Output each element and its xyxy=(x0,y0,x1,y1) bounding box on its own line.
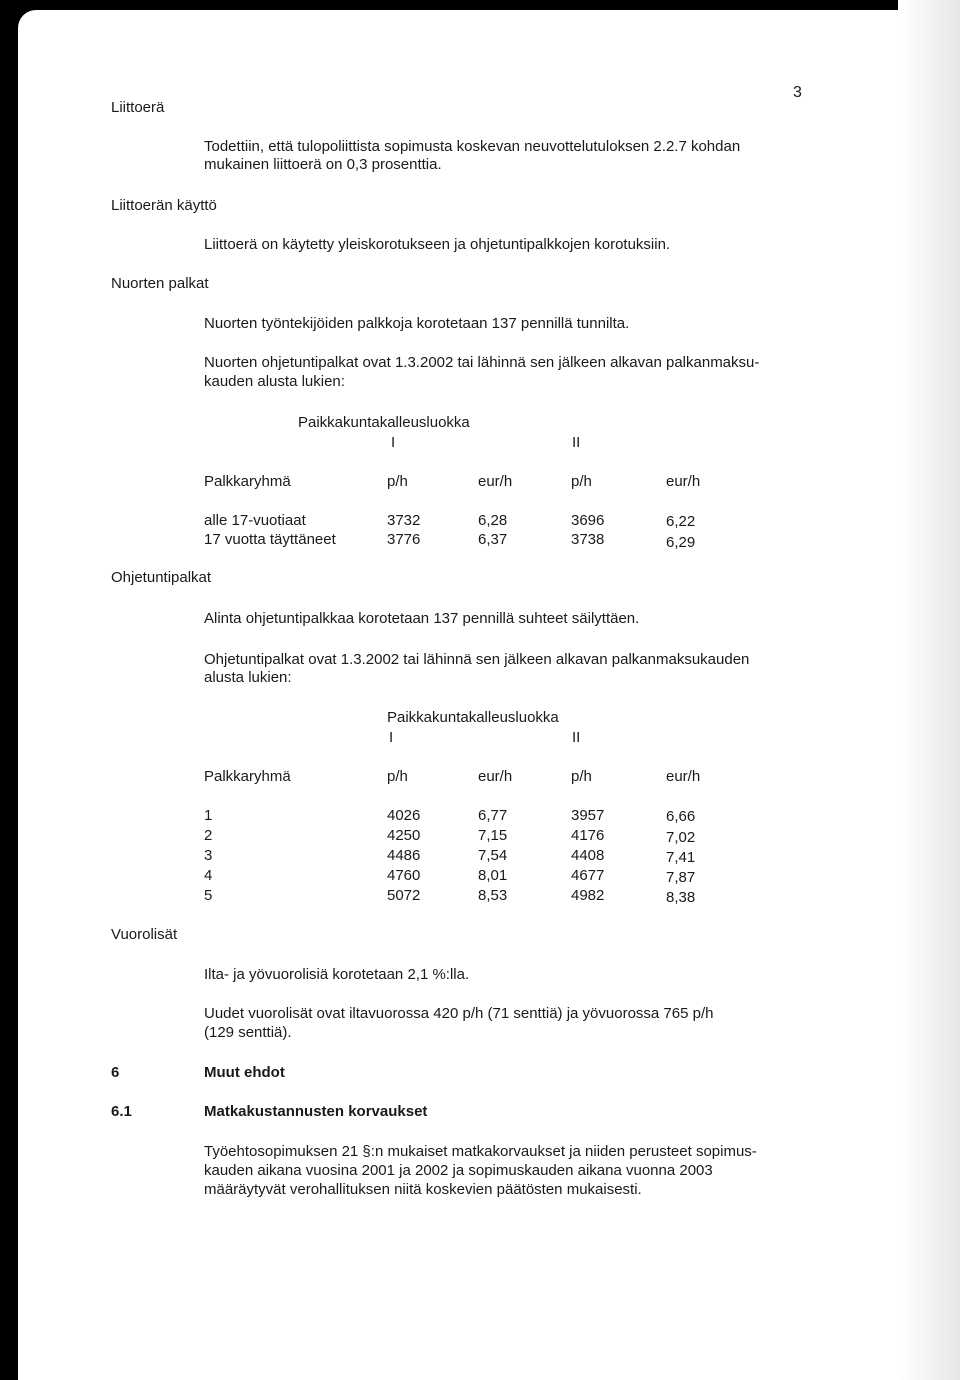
paragraph-vuoro-2-line-2: (129 senttiä). xyxy=(204,1024,292,1041)
table-hourly-class-ii: II xyxy=(572,729,581,746)
section-6-heading: Muut ehdot xyxy=(204,1064,285,1081)
paragraph-nuorten-korotus: Nuorten työntekijöiden palkkoja korotetaan 137 pennillä tunnilta. xyxy=(204,315,630,332)
table-hourly-row-cell: 6,66 xyxy=(666,808,696,825)
table-hourly-row-cell: 4408 xyxy=(571,847,605,864)
table-hourly-row-cell: 4250 xyxy=(387,827,421,844)
table-hourly-row-cell: 2 xyxy=(204,827,213,844)
table-hourly-row-cell: 4026 xyxy=(387,807,421,824)
table-hourly-row-cell: 4982 xyxy=(571,887,605,904)
margin-label-nuorten-palkat: Nuorten palkat xyxy=(111,275,209,292)
table-hourly-class-i: I xyxy=(389,729,394,746)
margin-label-liittoeran-kaytto: Liittoerän käyttö xyxy=(111,197,217,214)
table-youth-row-cell: 3732 xyxy=(387,512,421,529)
table-youth-header-eurh-ii: eur/h xyxy=(666,473,701,490)
table-hourly-header-ph-ii: p/h xyxy=(571,768,592,785)
table-hourly-row-cell: 4176 xyxy=(571,827,605,844)
table-hourly-title: Paikkakuntakalleusluokka xyxy=(387,709,559,726)
page-number: 3 xyxy=(793,84,802,101)
table-youth-header-group: Palkkaryhmä xyxy=(204,473,291,490)
table-hourly-header-eurh-i: eur/h xyxy=(478,768,513,785)
table-youth-row-cell: 3738 xyxy=(571,531,605,548)
table-hourly-header-group: Palkkaryhmä xyxy=(204,768,291,785)
table-youth-row-cell: 6,29 xyxy=(666,534,696,551)
paragraph-matka-line-3: määräytyvät verohallituksen niitä koskevien päätösten mukaisesti. xyxy=(204,1181,642,1198)
paragraph-nuorten-ovat-line-2: kauden alusta lukien: xyxy=(204,373,345,390)
table-hourly-row-cell: 4760 xyxy=(387,867,421,884)
table-youth-header-eurh-i: eur/h xyxy=(478,473,513,490)
table-hourly-row-cell: 4677 xyxy=(571,867,605,884)
table-hourly-row-cell: 5 xyxy=(204,887,213,904)
paragraph-liittoera-line-1: Todettiin, että tulopoliittista sopimusta koskevan neuvottelutuloksen 2.2.7 kohdan xyxy=(204,138,741,155)
scan-edge xyxy=(898,0,960,1380)
table-youth-title: Paikkakuntakalleusluokka xyxy=(298,414,470,431)
table-hourly-row-cell: 3957 xyxy=(571,807,605,824)
paragraph-kaytto: Liittoerä on käytetty yleiskorotukseen ja ohjetuntipalkkojen korotuksiin. xyxy=(204,236,671,253)
section-6-1-heading: Matkakustannusten korvaukset xyxy=(204,1103,428,1120)
table-hourly-row-cell: 5072 xyxy=(387,887,421,904)
table-youth-row-cell: 3696 xyxy=(571,512,605,529)
margin-label-liittoera: Liittoerä xyxy=(111,99,165,116)
margin-label-vuorolisat: Vuorolisät xyxy=(111,926,178,943)
table-hourly-row-cell: 7,41 xyxy=(666,849,696,866)
table-youth-row-cell: 3776 xyxy=(387,531,421,548)
paragraph-ohje-ovat-line-1: Ohjetuntipalkat ovat 1.3.2002 tai lähinnä sen jälkeen alkavan palkanmaksukauden xyxy=(204,651,750,668)
table-hourly-header-eurh-ii: eur/h xyxy=(666,768,701,785)
margin-label-ohjetuntipalkat: Ohjetuntipalkat xyxy=(111,569,212,586)
paragraph-liittoera-line-2: mukainen liittoerä on 0,3 prosenttia. xyxy=(204,156,442,173)
table-youth-row-cell: alle 17-vuotiaat xyxy=(204,512,306,529)
table-hourly-row-cell: 7,54 xyxy=(478,847,508,864)
table-youth-row-cell: 6,37 xyxy=(478,531,508,548)
table-hourly-row-cell: 8,38 xyxy=(666,889,696,906)
table-hourly-row-cell: 4 xyxy=(204,867,213,884)
section-6-number: 6 xyxy=(111,1064,120,1081)
paragraph-nuorten-ovat-line-1: Nuorten ohjetuntipalkat ovat 1.3.2002 tai lähinnä sen jälkeen alkavan palkanmaksu- xyxy=(204,354,760,371)
paragraph-vuoro-2-line-1: Uudet vuorolisät ovat iltavuorossa 420 p/h (71 senttiä) ja yövuorossa 765 p/h xyxy=(204,1005,714,1022)
table-hourly-row-cell: 8,53 xyxy=(478,887,508,904)
table-hourly-row-cell: 8,01 xyxy=(478,867,508,884)
paragraph-vuoro-1: Ilta- ja yövuorolisiä korotetaan 2,1 %:lla. xyxy=(204,966,470,983)
table-youth-class-ii: II xyxy=(572,434,581,451)
table-hourly-header-ph-i: p/h xyxy=(387,768,408,785)
table-hourly-row-cell: 6,77 xyxy=(478,807,508,824)
table-youth-header-ph-ii: p/h xyxy=(571,473,592,490)
section-6-1-number: 6.1 xyxy=(111,1103,132,1120)
paragraph-ohje-ovat-line-2: alusta lukien: xyxy=(204,669,292,686)
table-youth-row-cell: 17 vuotta täyttäneet xyxy=(204,531,336,548)
table-hourly-row-cell: 4486 xyxy=(387,847,421,864)
table-hourly-row-cell: 7,02 xyxy=(666,829,696,846)
paragraph-matka-line-2: kauden aikana vuosina 2001 ja 2002 ja sopimuskauden aikana vuonna 2003 xyxy=(204,1162,713,1179)
table-youth-class-i: I xyxy=(391,434,396,451)
table-youth-header-ph-i: p/h xyxy=(387,473,408,490)
table-hourly-row-cell: 3 xyxy=(204,847,213,864)
table-hourly-row-cell: 7,15 xyxy=(478,827,508,844)
table-hourly-row-cell: 1 xyxy=(204,807,213,824)
table-hourly-row-cell: 7,87 xyxy=(666,869,696,886)
table-youth-row-cell: 6,28 xyxy=(478,512,508,529)
table-youth-row-cell: 6,22 xyxy=(666,513,696,530)
paragraph-ohje-korotus: Alinta ohjetuntipalkkaa korotetaan 137 pennillä suhteet säilyttäen. xyxy=(204,610,640,627)
paragraph-matka-line-1: Työehtosopimuksen 21 §:n mukaiset matkakorvaukset ja niiden perusteet sopimus- xyxy=(204,1143,757,1160)
